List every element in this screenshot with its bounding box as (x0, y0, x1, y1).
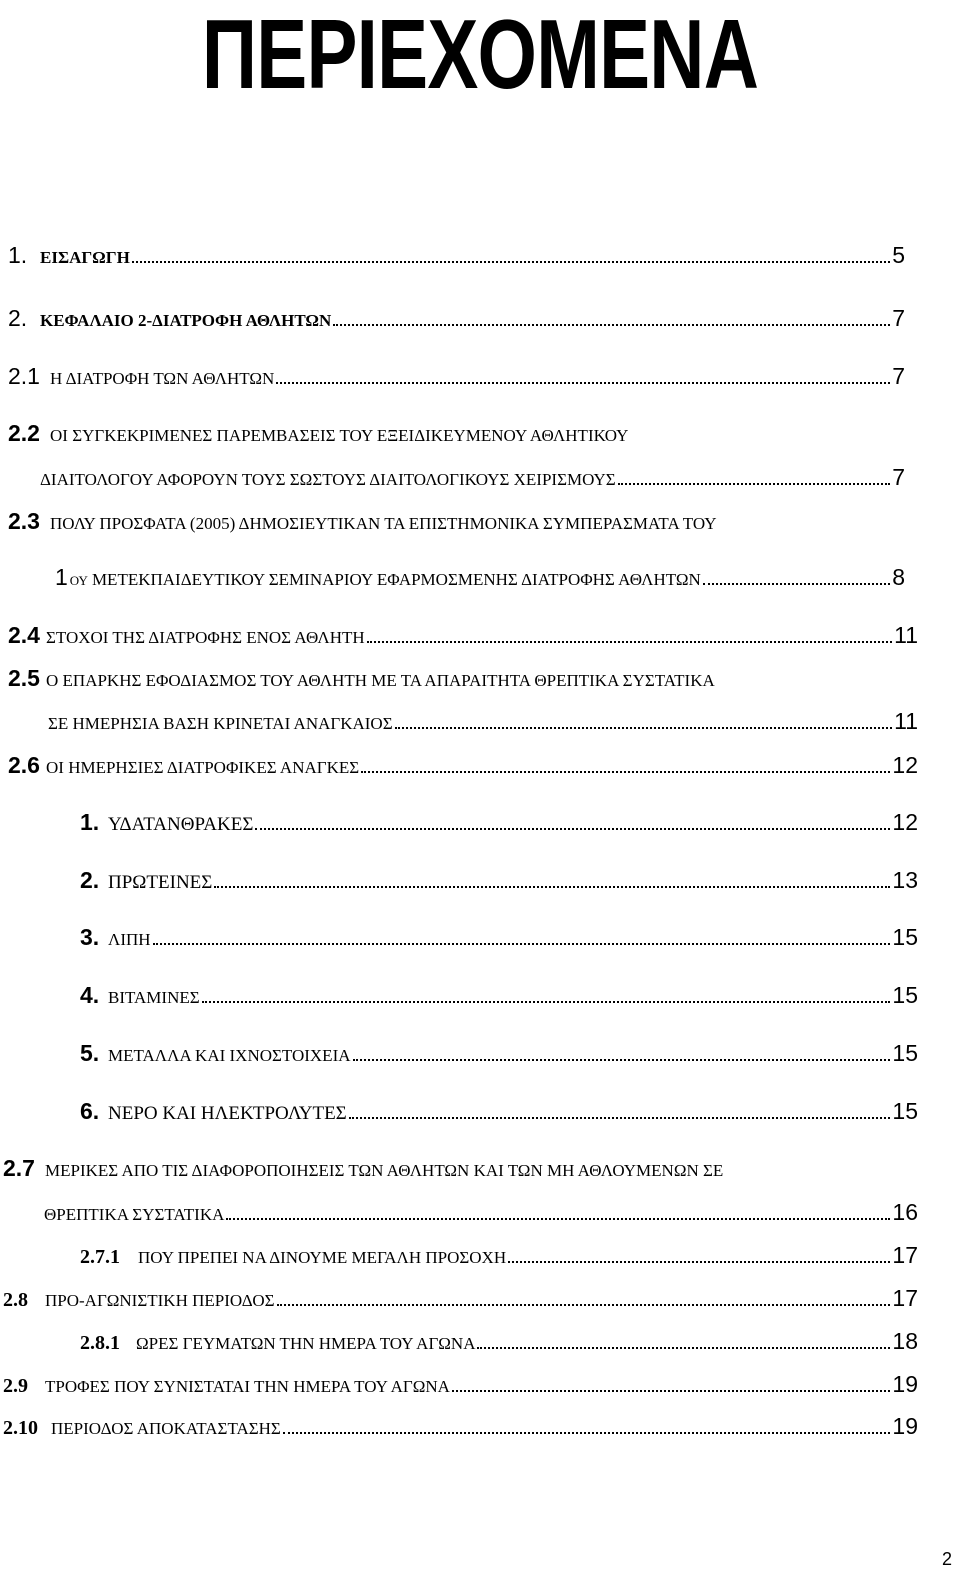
toc-subentry-4[interactable] (80, 980, 918, 1010)
toc-entry-label: ΝΕΡΟ ΚΑΙ ΗΛΕΚΤΡΟΛΥΤΕΣ (108, 1103, 347, 1124)
toc-entry-label: Ο ΕΠΑΡΚΗΣ ΕΦΟΔΙΑΣΜΟΣ ΤΟΥ ΑΘΛΗΤΗ ΜΕ ΤΑ ΑΠΑΡΑΙΤΗΤΑ ΘΡΕΠΤΙΚΑ ΣΥΣΤΑΤΙΚΑ (46, 671, 715, 690)
toc-page-number: 15 (892, 924, 918, 950)
toc-subentry-1[interactable] (80, 807, 918, 837)
toc-entry-label: ΒΙΤΑΜΙΝΕΣ (108, 988, 200, 1007)
toc-entry-2-3-line2[interactable] (55, 562, 905, 592)
dot-leader (353, 1039, 891, 1061)
toc-entry-number: 2.3 (8, 508, 40, 534)
toc-entry-2-7-line2[interactable] (44, 1197, 918, 1227)
toc-entry-2-4[interactable] (8, 620, 918, 650)
toc-page-number: 16 (892, 1199, 918, 1225)
toc-entry-label: ΠΟΛΥ ΠΡΟΣΦΑΤΑ (2005) ΔΗΜΟΣΙΕΥΤΙΚΑΝ ΤΑ ΕΠΙΣΤΗΜΟΝΙΚΑ ΣΥΜΠΕΡΑΣΜΑΤΑ ΤΟΥ (50, 514, 717, 533)
toc-page-number: 12 (892, 752, 918, 778)
toc-entry-2-5-line1[interactable] (8, 663, 918, 693)
toc-entry-2-3-line1[interactable] (8, 506, 905, 536)
toc-page-number: 15 (892, 982, 918, 1008)
toc-entry-label: Η ΔΙΑΤΡΟΦΗ ΤΩΝ ΑΘΛΗΤΩΝ (50, 369, 275, 388)
toc-entry-number: 1. (8, 242, 28, 268)
toc-entry-label: ΠΟΥ ΠΡΕΠΕΙ ΝΑ ΔΙΝΟΥΜΕ ΜΕΓΑΛΗ ΠΡΟΣΟΧΗ (138, 1248, 507, 1267)
toc-entry-number: 2.4 (8, 622, 40, 648)
page-number: 2 (941, 1549, 952, 1569)
toc-entry-label: ΣΤΟΧΟΙ ΤΗΣ ΔΙΑΤΡΟΦΗΣ ΕΝΟΣ ΑΘΛΗΤΗ (46, 628, 365, 647)
toc-entry-number: 2.8 (3, 1289, 28, 1311)
toc-entry-number: 2. (8, 305, 28, 331)
toc-entry-number: 2. (80, 867, 100, 893)
dot-leader (255, 808, 890, 830)
toc-entry-label: ΛΙΠΗ (108, 930, 151, 949)
dot-leader (618, 463, 891, 485)
toc-subentry-5[interactable] (80, 1038, 918, 1068)
toc-entry-number: 3. (80, 924, 100, 950)
toc-entry-number: 2.6 (8, 752, 40, 778)
toc-entry-2-7-1[interactable] (80, 1240, 918, 1270)
dot-leader (367, 621, 892, 643)
toc-page-number: 17 (892, 1242, 918, 1268)
dot-leader (333, 304, 890, 326)
toc-entry-number: 6. (80, 1098, 100, 1124)
dot-leader (153, 923, 891, 945)
dot-leader (202, 981, 891, 1003)
toc-entry-label: ΩΡΕΣ ΓΕΥΜΑΤΩΝ ΤΗΝ ΗΜΕΡΑ ΤΟΥ ΑΓΩΝΑ (136, 1334, 476, 1353)
toc-page-number: 15 (892, 1040, 918, 1066)
dot-leader (132, 241, 890, 263)
toc-entry-number: 2.7 (3, 1155, 35, 1181)
toc-entry-label: ΕΙΣΑΓΩΓΗ (40, 248, 130, 267)
toc-page-number: 19 (892, 1371, 918, 1397)
toc-subentry-2[interactable] (80, 865, 918, 895)
toc-entry-label: ΔΙΑΙΤΟΛΟΓΟΥ ΑΦΟΡΟΥΝ ΤΟΥΣ ΣΩΣΤΟΥΣ ΔΙΑΙΤΟΛΟΓΙΚΟΥΣ ΧΕΙΡΙΣΜΟΥΣ (40, 470, 616, 489)
toc-entry-2-10[interactable] (3, 1411, 918, 1441)
toc-entry-label: ΜΕΤΕΚΠΑΙΔΕΥΤΙΚΟΥ ΣΕΜΙΝΑΡΙΟΥ ΕΦΑΡΜΟΣΜΕΝΗΣ ΔΙΑΤΡΟΦΗΣ ΑΘΛΗΤΩΝ (91, 570, 701, 589)
toc-entry-label: ΜΕΤΑΛΛΑ ΚΑΙ ΙΧΝΟΣΤΟΙΧΕΙΑ (108, 1046, 351, 1065)
toc-entry-1[interactable] (8, 240, 905, 270)
toc-page-number: 5 (892, 242, 905, 268)
toc-page-number: 11 (894, 622, 918, 648)
toc-entry-2-5-line2[interactable] (48, 706, 918, 736)
toc-entry-label: ΟΙ ΗΜΕΡΗΣΙΕΣ ΔΙΑΤΡΟΦΙΚΕΣ ΑΝΑΓΚΕΣ (46, 758, 360, 777)
dot-leader (276, 362, 890, 384)
toc-entry-2-2-line2[interactable] (40, 462, 905, 492)
toc-page-number: 19 (892, 1413, 918, 1439)
toc-entry-number: 2.1 (8, 363, 40, 389)
toc-entry-2-7-line1[interactable] (3, 1153, 918, 1183)
toc-entry-label: ΘΡΕΠΤΙΚΑ ΣΥΣΤΑΤΙΚΑ (44, 1205, 225, 1224)
dot-leader (395, 707, 893, 729)
dot-leader (349, 1097, 891, 1119)
toc-page-number: 12 (892, 809, 918, 835)
toc-page-number: 11 (894, 708, 918, 734)
toc-subentry-6[interactable] (80, 1096, 918, 1126)
toc-entry-2[interactable] (8, 303, 905, 333)
toc-entry-number: 2.9 (3, 1375, 28, 1397)
dot-leader (452, 1370, 890, 1392)
toc-entry-number: 2.10 (3, 1417, 38, 1439)
dot-leader (508, 1241, 890, 1263)
toc-entry-label: ΠΡΩΤΕΙΝΕΣ (108, 872, 213, 893)
toc-entry-number: 2.5 (8, 665, 40, 691)
toc-subentry-3[interactable] (80, 922, 918, 952)
toc-entry-label: ΥΔΑΤΑΝΘΡΑΚΕΣ (108, 814, 254, 835)
toc-entry-2-8[interactable] (3, 1283, 918, 1313)
toc-entry-2-2-line1[interactable] (8, 418, 905, 448)
toc-entry-2-8-1[interactable] (80, 1326, 918, 1356)
toc-page-number: 17 (892, 1285, 918, 1311)
dot-leader (703, 563, 890, 585)
toc-page-number: 18 (892, 1328, 918, 1354)
toc-entry-label: ΚΕΦΑΛΑΙΟ 2-ΔΙΑΤΡΟΦΗ ΑΘΛΗΤΩΝ (40, 311, 332, 330)
toc-entry-label: ΠΡΟ-ΑΓΩΝΙΣΤΙΚΗ ΠΕΡΙΟΔΟΣ (45, 1291, 275, 1310)
toc-entry-label: ΠΕΡΙΟΔΟΣ ΑΠΟΚΑΤΑΣΤΑΣΗΣ (51, 1419, 281, 1438)
toc-entry-2-9[interactable] (3, 1369, 918, 1399)
toc-entry-number: 5. (80, 1040, 100, 1066)
toc-page-number: 7 (892, 464, 905, 490)
toc-entry-label: ΜΕΡΙΚΕΣ ΑΠΟ ΤΙΣ ΔΙΑΦΟΡΟΠΟΙΗΣΕΙΣ ΤΩΝ ΑΘΛΗΤΩΝ ΚΑΙ ΤΩΝ ΜΗ ΑΘΛΟΥΜΕΝΩΝ ΣΕ (45, 1161, 724, 1180)
dot-leader (226, 1198, 890, 1220)
toc-entry-2-1[interactable] (8, 361, 905, 391)
toc-entry-number: 2.7.1 (80, 1246, 120, 1268)
dot-leader (283, 1412, 891, 1434)
page-title: ΠΕΡΙΕΧΟΜΕΝΑ (201, 0, 759, 109)
toc-entry-number: 2.2 (8, 420, 40, 446)
dot-leader (214, 866, 890, 888)
dot-leader (277, 1284, 891, 1306)
toc-page-number: 8 (892, 564, 905, 590)
toc-entry-number: 2.8.1 (80, 1332, 120, 1354)
toc-entry-2-6[interactable] (8, 750, 918, 780)
toc-entry-label: ΣΕ ΗΜΕΡΗΣΙΑ ΒΑΣΗ ΚΡΙΝΕΤΑΙ ΑΝΑΓΚΑΙΟΣ (48, 714, 393, 733)
toc-entry-label: ΟΙ ΣΥΓΚΕΚΡΙΜΕΝΕΣ ΠΑΡΕΜΒΑΣΕΙΣ ΤΟΥ ΕΞΕΙΔΙΚΕΥΜΕΝΟΥ ΑΘΛΗΤΙΚΟΥ (50, 426, 629, 445)
toc-entry-ordinal: 1 (55, 564, 68, 590)
toc-page-number: 13 (892, 867, 918, 893)
dot-leader (361, 751, 890, 773)
toc-page-number: 7 (892, 363, 905, 389)
toc-entry-number: 4. (80, 982, 100, 1008)
toc-entry-label: ΤΡΟΦΕΣ ΠΟΥ ΣΥΝΙΣΤΑΤΑΙ ΤΗΝ ΗΜΕΡΑ ΤΟΥ ΑΓΩΝΑ (45, 1377, 450, 1396)
toc-entry-superscript: ΟΥ (69, 573, 88, 588)
dot-leader (477, 1327, 890, 1349)
toc-page-number: 7 (892, 305, 905, 331)
toc-entry-number: 1. (80, 809, 100, 835)
toc-page-number: 15 (892, 1098, 918, 1124)
